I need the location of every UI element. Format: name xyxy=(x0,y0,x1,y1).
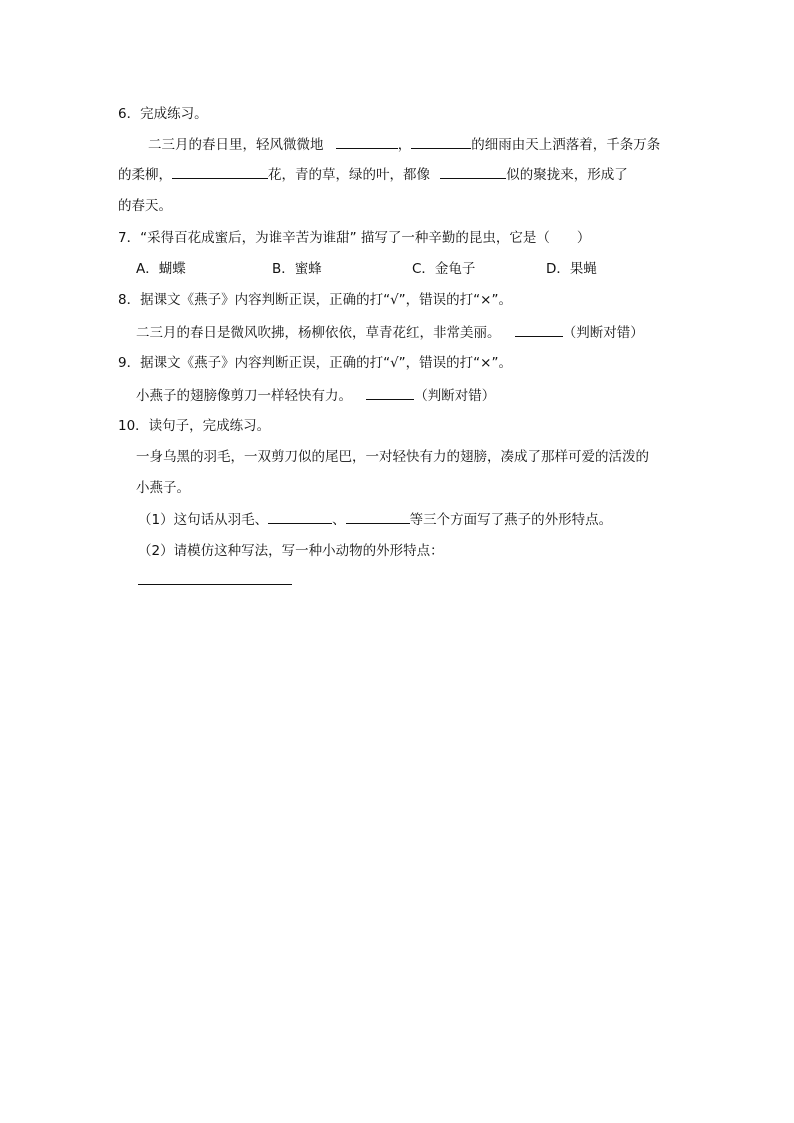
q6-text: 的细雨由天上洒落着，千条万条 xyxy=(471,137,661,153)
q8-answer-blank[interactable] xyxy=(515,322,563,337)
q7-title: 7．“采得百花成蜜后，为谁辛苦为谁甜” 描写了一种辛勤的昆虫，它是（ ） xyxy=(118,230,591,246)
q6-passage-line-3: 的春天。 xyxy=(118,198,172,214)
q9-answer-blank[interactable] xyxy=(366,385,414,400)
q10-title: 10．读句子，完成练习。 xyxy=(118,418,271,434)
q6-text: 花，青的草，绿的叶，都像 xyxy=(268,167,430,183)
q7-option-d[interactable]: D．果蝇 xyxy=(546,261,597,277)
q9-title: 9．据课文《燕子》内容判断正误，正确的打“√”，错误的打“×”。 xyxy=(118,355,512,371)
q6-text: 的柔柳， xyxy=(118,167,172,183)
q6-blank-1[interactable] xyxy=(336,134,398,149)
q10-sentence-line-2: 小燕子。 xyxy=(136,480,190,496)
q10-blank-1[interactable] xyxy=(268,509,332,524)
q7-option-a[interactable]: A．蝴蝶 xyxy=(136,261,186,277)
q8-statement: 二三月的春日是微风吹拂，杨柳依依，草青花红，非常美丽。 xyxy=(136,325,501,341)
q6-text: 二三月的春日里，轻风微微地 xyxy=(148,137,324,153)
q9-statement-line xyxy=(136,385,495,406)
q6-blank-4[interactable] xyxy=(440,164,506,179)
q10-sentence-line-1: 一身乌黑的羽毛，一双剪刀似的尾巴，一对轻快有力的翅膀，凑成了那样可爱的活泼的 xyxy=(136,449,649,465)
q9-judge-label: （判断对错） xyxy=(414,388,496,404)
q6-blank-3[interactable] xyxy=(172,164,268,179)
q7-option-b[interactable]: B．蜜蜂 xyxy=(272,261,322,277)
q6-passage-line-1 xyxy=(148,134,660,155)
q6-text: 似的聚拢来，形成了 xyxy=(506,167,628,183)
q8-statement-line xyxy=(136,322,644,343)
q10-sub-question-1 xyxy=(138,509,612,530)
q8-judge-label: （判断对错） xyxy=(562,325,644,341)
q10-sub1-text: （1）这句话从羽毛、 xyxy=(138,512,269,528)
q6-text: ， xyxy=(397,137,412,153)
q10-sub1-text: 等三个方面写了燕子的外形特点。 xyxy=(409,512,613,528)
q10-sub-question-2: （2）请模仿这种写法，写一种小动物的外形特点： xyxy=(138,543,444,559)
q8-title: 8．据课文《燕子》内容判断正误，正确的打“√”，错误的打“×”。 xyxy=(118,292,512,308)
q7-option-c[interactable]: C．金龟子 xyxy=(412,261,476,277)
q10-answer-line[interactable] xyxy=(138,583,292,585)
q10-sub1-text: 、 xyxy=(332,512,346,528)
q6-title: 6．完成练习。 xyxy=(118,106,208,122)
q6-blank-2[interactable] xyxy=(411,134,471,149)
q6-passage-line-2 xyxy=(118,164,628,185)
q9-statement: 小燕子的翅膀像剪刀一样轻快有力。 xyxy=(136,388,352,404)
q10-blank-2[interactable] xyxy=(346,509,410,524)
